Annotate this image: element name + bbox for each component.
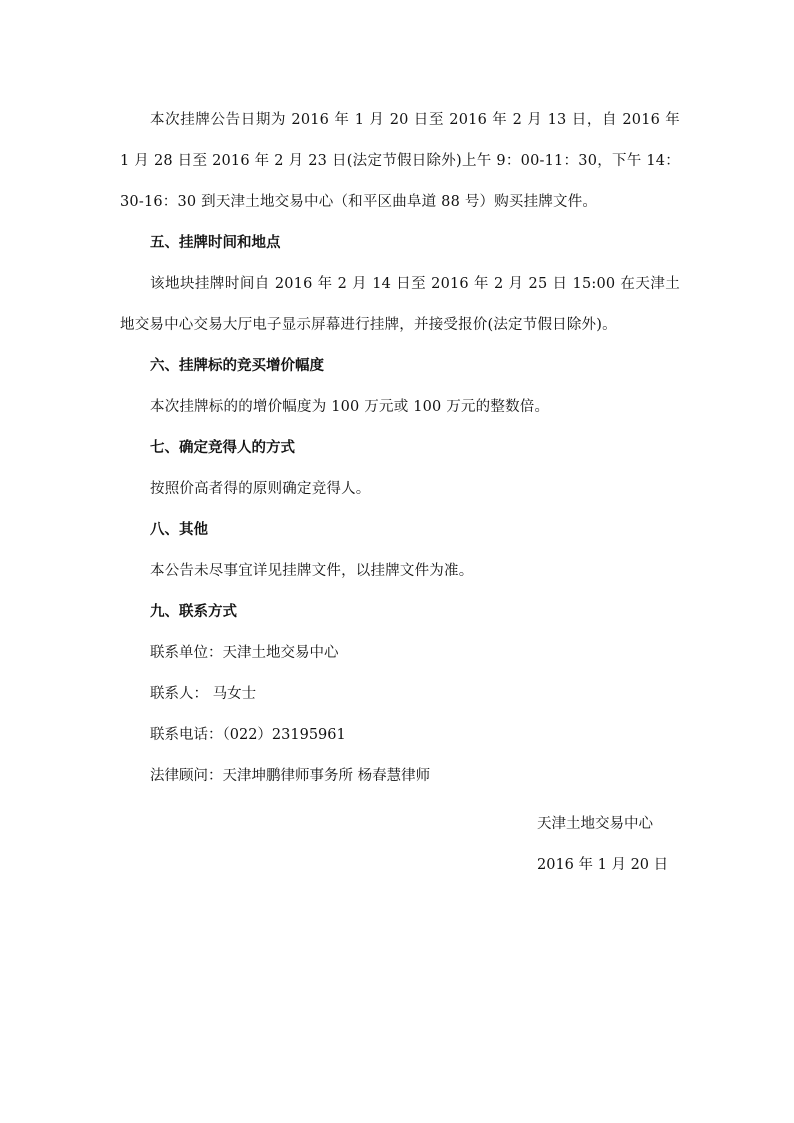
section-heading-5: 五、挂牌时间和地点 [150, 235, 281, 251]
contact-person: 联系人： 马女士 [150, 686, 257, 702]
section-heading-6: 六、挂牌标的竞买增价幅度 [150, 358, 324, 374]
signature-date: 2016 年 1 月 20 日 [537, 857, 669, 873]
section-text-7: 按照价高者得的原则确定竞得人。 [150, 481, 371, 497]
document-body [120, 100, 680, 797]
section-text-6: 本次挂牌标的的增价幅度为 100 万元或 100 万元的整数倍。 [150, 399, 550, 415]
signature-organization: 天津土地交易中心 [537, 816, 653, 832]
legal-advisor: 法律顾问：天津坤鹏律师事务所 杨春慧律师 [150, 768, 431, 784]
section-text-5: 该地块挂牌时间自 2016 年 2 月 14 日至 2016 年 2 月 25 日 15:00 在天津土地交易中心交易大厅电子显示屏幕进行挂牌，并接受报价(法定节假日除外)。 [120, 276, 680, 333]
contact-unit: 联系单位：天津土地交易中心 [150, 645, 339, 661]
contact-phone: 联系电话：（022）23195961 [150, 727, 346, 743]
section-text-8: 本公告未尽事宜详见挂牌文件，以挂牌文件为准。 [150, 563, 474, 579]
signature-block [537, 804, 737, 886]
section-heading-8: 八、其他 [150, 522, 208, 538]
section-heading-7: 七、确定竞得人的方式 [150, 440, 295, 456]
intro-paragraph: 本次挂牌公告日期为 2016 年 1 月 20 日至 2016 年 2 月 13 日，自 2016 年 1 月 28 日至 2016 年 2 月 23 日(法定节假日除外)上午 9：00-11：30，下午 14：30-16：30 到天津土地交易中心（和平区曲阜道 88 号）购买挂牌文件。 [120, 112, 680, 210]
section-heading-9: 九、联系方式 [150, 604, 237, 620]
